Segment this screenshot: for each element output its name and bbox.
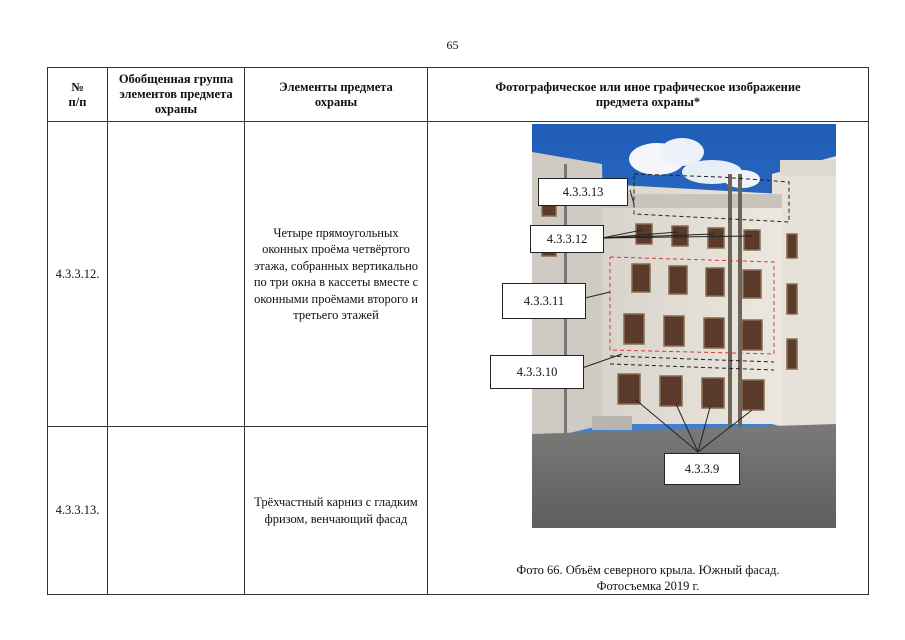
table-header-row: [48, 68, 869, 122]
photo-cell: [428, 122, 869, 595]
annotation-overlay: [462, 122, 834, 532]
row-description: Трёхчастный карниз с гладким фризом, венчающий фасад: [245, 427, 428, 595]
header-number: № п/п: [48, 68, 108, 122]
label-4-3-3-11: 4.3.3.11: [502, 283, 586, 319]
page-number: 65: [446, 38, 459, 52]
row-group: [108, 122, 245, 427]
header-elements: Элементы предмета охраны: [245, 68, 428, 122]
caption-line-1: Фото 66. Объём северного крыла. Южный фасад.: [516, 563, 780, 577]
row-number: 4.3.3.13.: [48, 427, 108, 595]
protection-table: [47, 67, 869, 595]
row-number: 4.3.3.12.: [48, 122, 108, 427]
header-group: Обобщенная группа элементов предмета охраны: [108, 68, 245, 122]
label-4-3-3-13: 4.3.3.13: [538, 178, 628, 206]
row-group: [108, 427, 245, 595]
label-4-3-3-10: 4.3.3.10: [490, 355, 584, 389]
photo-figure: [462, 122, 834, 562]
label-4-3-3-12: 4.3.3.12: [530, 225, 604, 253]
row-description: Четыре прямоугольных оконных проёма четвёртого этажа, собранных вертикально по три окна в кассеты вместе с оконными проёмами второго и третьего этажей: [245, 122, 428, 427]
photo-caption: [428, 562, 868, 594]
header-image: Фотографическое или иное графическое изображение предмета охраны*: [428, 68, 869, 122]
table-row: [48, 122, 869, 427]
label-4-3-3-9: 4.3.3.9: [664, 453, 740, 485]
caption-line-2: Фотосъемка 2019 г.: [596, 579, 700, 593]
